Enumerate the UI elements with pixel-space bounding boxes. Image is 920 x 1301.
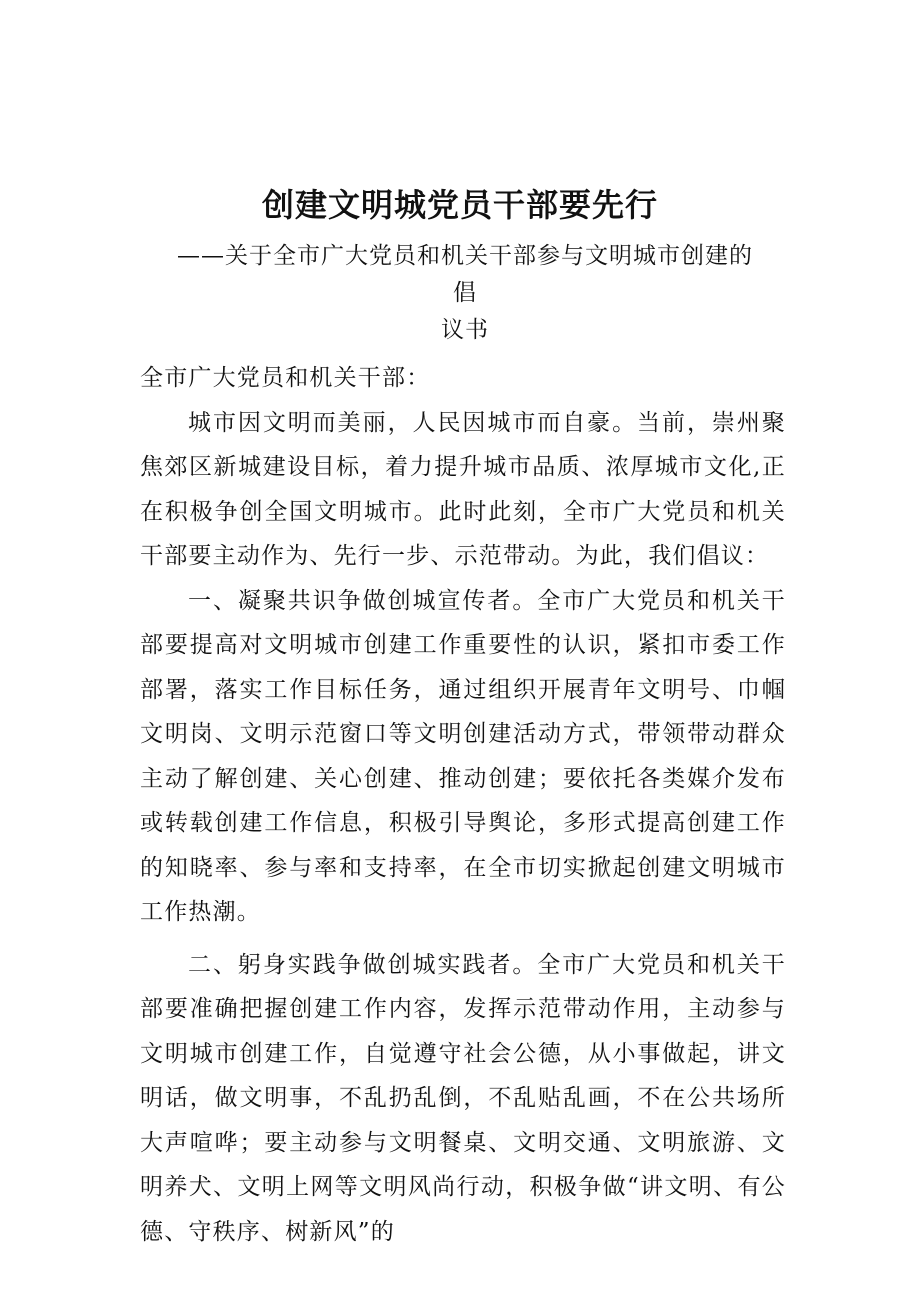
paragraph-point-2: 二、躬身实践争做创城实践者。全市广大党员和机关干部要准确把握创建工作内容，发挥示范带动作用，主动参与文明城市创建工作，自觉遵守社会公德，从小事做起，讲文明话，做文明事，不乱扔乱倒，不乱贴乱画，不在公共场所大声喧哗；要主动参与文明餐桌、文明交通、文明旅游、文明养犬、文明上网等文明风尚行动，积极争做“讲文明、有公德、守秩序、树新风”的 (140, 951, 786, 1245)
document-title: 创建文明城党员干部要先行 (261, 186, 658, 224)
document-subtitle (170, 238, 760, 349)
salutation: 全市广大党员和机关干部： (140, 365, 431, 391)
document-body (140, 356, 786, 1254)
subtitle-line-2: 议书 (441, 317, 489, 343)
subtitle-line-1: ——关于全市广大党员和机关干部参与文明城市创建的倡 (177, 243, 753, 306)
paragraph-point-1: 一、凝聚共识争做创城宣传者。全市广大党员和机关干部要提高对文明城市创建工作重要性的认识，紧扣市委工作部署，落实工作目标任务，通过组织开展青年文明号、巾帼文明岗、文明示范窗口等文明创建活动方式，带领带动群众主动了解创建、关心创建、推动创建；要依托各类媒介发布或转载创建工作信息，积极引导舆论，多形式提高创建工作的知晓率、参与率和支持率，在全市切实掀起创建文明城市工作热潮。 (140, 587, 786, 925)
paragraph-intro: 城市因文明而美丽，人民因城市而自豪。当前，崇州聚焦郊区新城建设目标，着力提升城市品质、浓厚城市文化,正在积极争创全国文明城市。此时此刻，全市广大党员和机关干部要主动作为、先行一步、示范带动。为此，我们倡议： (140, 409, 786, 569)
